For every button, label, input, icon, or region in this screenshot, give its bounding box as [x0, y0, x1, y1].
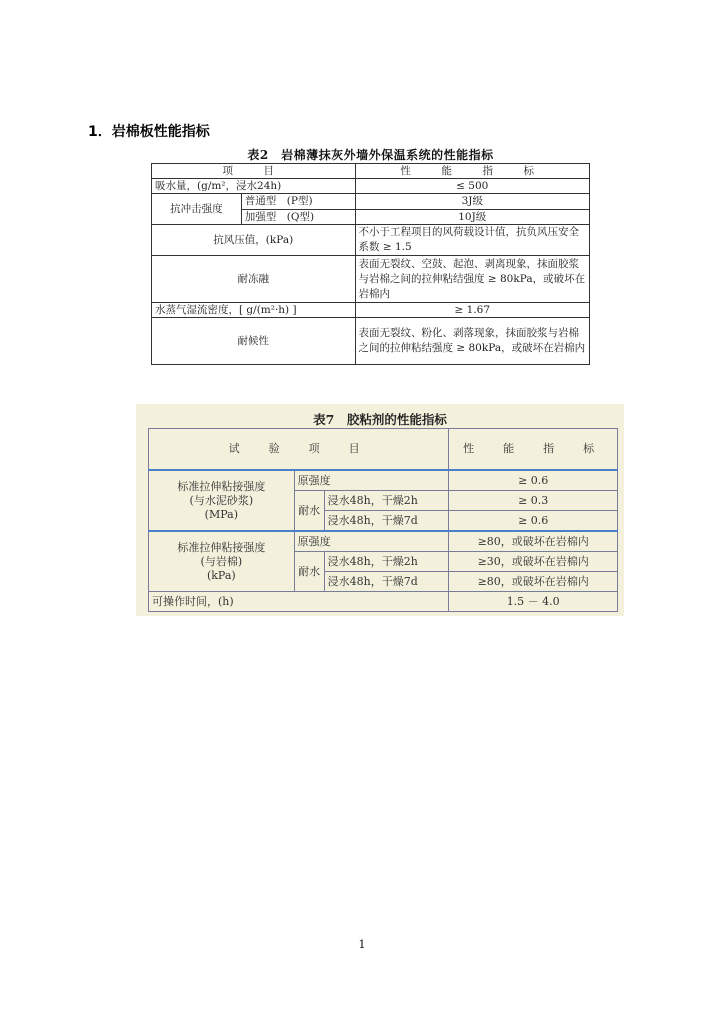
impact-label: 抗冲击强度 — [152, 194, 242, 225]
table7-header-row — [149, 429, 618, 471]
table-row — [149, 592, 618, 612]
weather-label: 耐候性 — [152, 318, 356, 365]
group2-label-line3: (kPa) — [206, 568, 236, 582]
operable-time-label: 可操作时间，(h) — [149, 592, 449, 612]
table-row — [152, 194, 590, 210]
vapor-label: 水蒸气湿流密度，[ g/(m²·h) ] — [152, 303, 356, 318]
impact-q-type: 加强型 (Q型) — [241, 209, 355, 225]
water-absorption-label: 吸水量，(g/m²，浸水24h) — [152, 179, 356, 194]
table7-caption: 表7 胶粘剂的性能指标 — [313, 412, 447, 427]
freeze-label: 耐冻融 — [152, 256, 356, 303]
table-row — [152, 318, 590, 365]
table7-grid — [148, 428, 618, 612]
group1-sub1: 浸水48h，干燥2h — [324, 491, 449, 511]
group2-label-line1: 标准拉伸粘接强度 — [177, 540, 266, 554]
section-title: 1．岩棉板性能指标 — [88, 124, 210, 140]
group2-sub1-value: ≥30，或破坏在岩棉内 — [449, 552, 618, 572]
table-row — [149, 470, 618, 491]
group1-water: 耐水 — [294, 491, 324, 532]
adhesive-table-scan — [136, 404, 624, 616]
table7-header-item: 试 验 项 目 — [149, 429, 449, 471]
table-row — [152, 303, 590, 318]
group1-label-line1: 标准拉伸粘接强度 — [177, 479, 266, 493]
table2-header-value: 性 能 指 标 — [355, 164, 589, 179]
table2-grid — [151, 163, 590, 365]
group2-sub1: 浸水48h，干燥2h — [324, 552, 449, 572]
group2-label-line2: (与岩棉) — [200, 554, 243, 568]
vapor-value: ≥ 1.67 — [355, 303, 589, 318]
group1-sub1-value: ≥ 0.3 — [449, 491, 618, 511]
freeze-value: 表面无裂纹、空鼓、起泡、剥离现象，抹面胶浆与岩棉之间的拉伸粘结强度 ≥ 80kPa，或破坏在岩棉内 — [355, 256, 589, 303]
impact-q-value: 10J级 — [355, 209, 589, 225]
table7-header-value: 性 能 指 标 — [449, 429, 618, 471]
group1-label — [149, 470, 295, 531]
table-row — [152, 256, 590, 303]
group1-original: 原强度 — [294, 470, 449, 491]
group1-sub2: 浸水48h，干燥7d — [324, 511, 449, 532]
group2-sub2-value: ≥80，或破坏在岩棉内 — [449, 572, 618, 592]
group2-original-value: ≥80，或破坏在岩棉内 — [449, 531, 618, 552]
table2-header-item: 项 目 — [152, 164, 356, 179]
group1-sub2-value: ≥ 0.6 — [449, 511, 618, 532]
impact-p-type: 普通型 (P型) — [241, 194, 355, 210]
table2-header-row — [152, 164, 590, 179]
page-number: 1 — [358, 938, 366, 951]
table-row — [152, 179, 590, 194]
group1-label-line2: (与水泥砂浆) — [189, 493, 254, 507]
wind-value: 不小于工程项目的风荷载设计值，抗负风压安全系数 ≥ 1.5 — [355, 225, 589, 256]
weather-value: 表面无裂纹、粉化、剥落现象，抹面胶浆与岩棉之间的拉伸粘结强度 ≥ 80kPa，或破坏在岩棉内 — [355, 318, 589, 365]
group2-water: 耐水 — [294, 552, 324, 592]
group1-label-line3: (MPa) — [204, 507, 238, 521]
water-absorption-value: ≤ 500 — [355, 179, 589, 194]
impact-p-value: 3J级 — [355, 194, 589, 210]
wind-label: 抗风压值，(kPa) — [152, 225, 356, 256]
group2-label — [149, 531, 295, 592]
group1-original-value: ≥ 0.6 — [449, 470, 618, 491]
rockwool-system-table — [151, 147, 590, 365]
table-row — [149, 531, 618, 552]
table2-caption: 表2 岩棉薄抹灰外墙外保温系统的性能指标 — [247, 148, 494, 162]
group2-sub2: 浸水48h，干燥7d — [324, 572, 449, 592]
group2-original: 原强度 — [294, 531, 449, 552]
operable-time-value: 1.5 － 4.0 — [449, 592, 618, 612]
table-row — [152, 225, 590, 256]
